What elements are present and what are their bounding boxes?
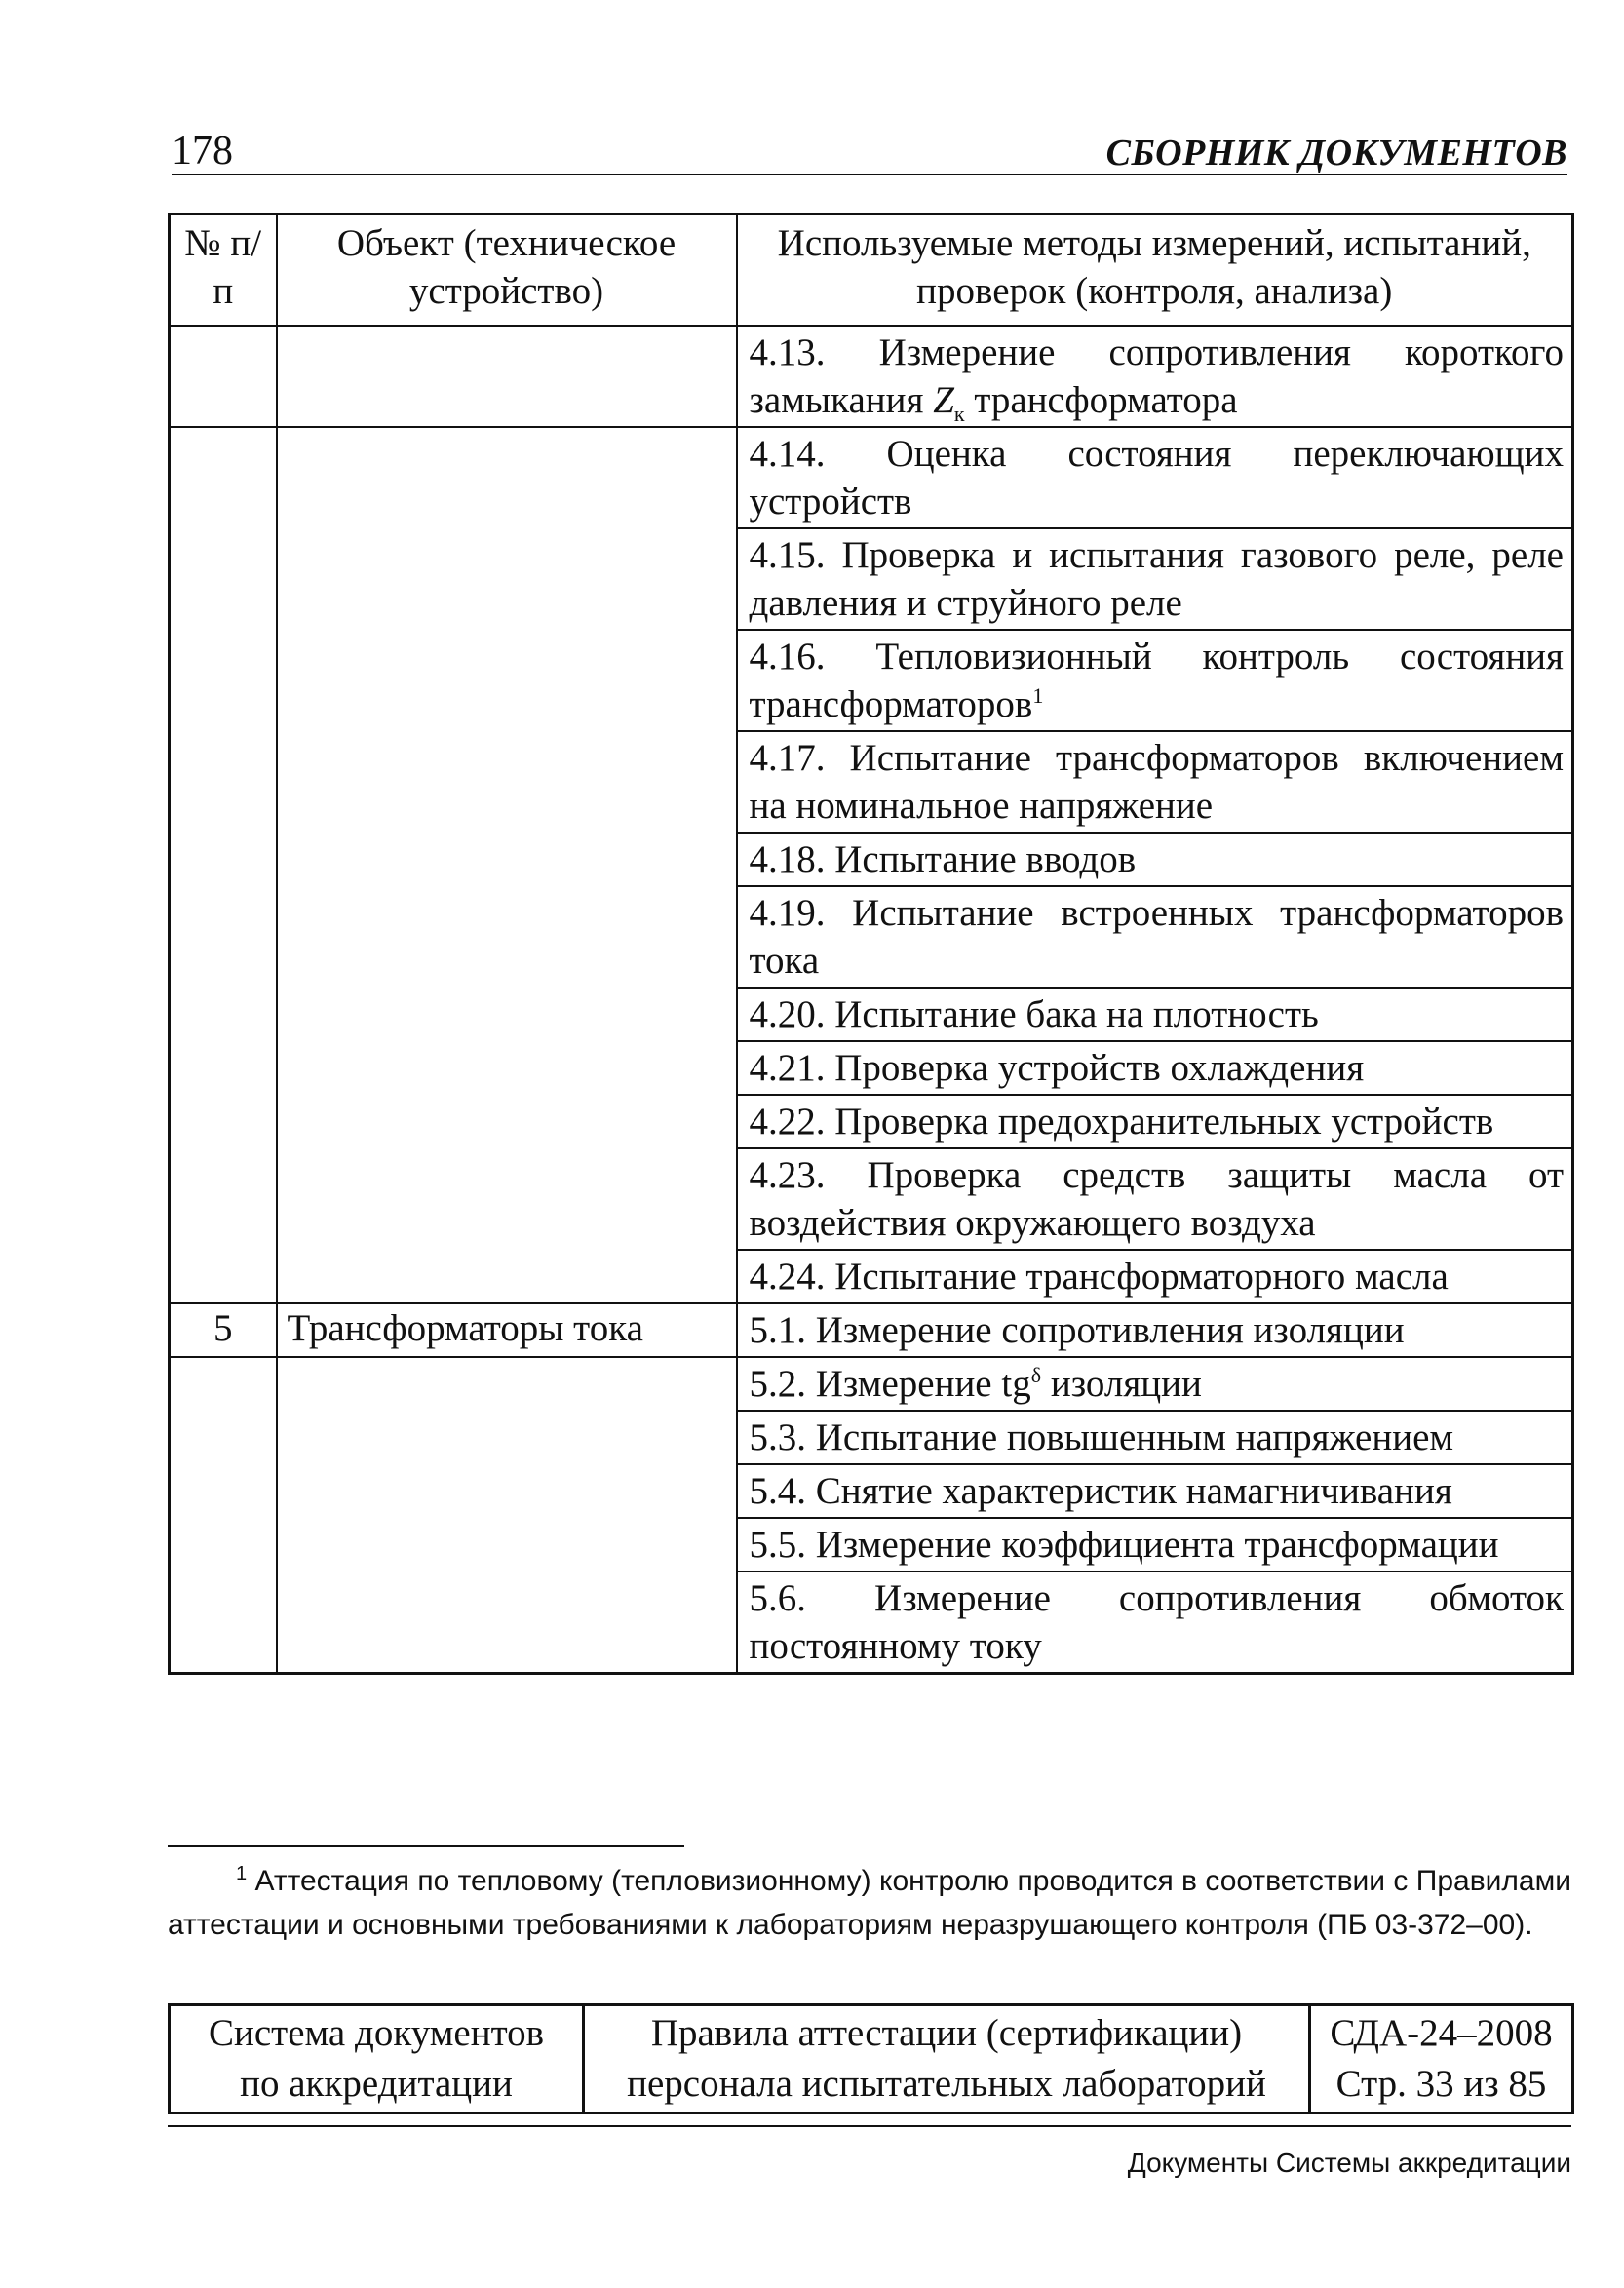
footnote	[168, 1852, 1571, 1947]
table-row	[170, 1250, 1573, 1303]
z-symbol: Z	[933, 379, 954, 421]
methods-table	[168, 213, 1574, 1675]
method-5-1: 5.1. Измерение сопротивления изоляции	[737, 1303, 1573, 1357]
footnote-ref: 1	[1032, 683, 1044, 708]
table-row	[170, 1518, 1573, 1571]
method-5-4: 5.4. Снятие характеристик намагничивания	[737, 1464, 1573, 1518]
method-5-3: 5.3. Испытание повышенным напряжением	[737, 1411, 1573, 1464]
table-row	[170, 988, 1573, 1041]
method-4-13: 4.13. Измерение сопротивления короткого замыкания $Z_к$ трансформатора	[737, 326, 1573, 427]
table-row	[170, 1095, 1573, 1148]
table-row	[170, 427, 1573, 528]
table-row	[170, 1148, 1573, 1250]
object-cell-5: Трансформаторы тока	[277, 1303, 737, 1357]
method-4-20: 4.20. Испытание бака на плотность	[737, 988, 1573, 1041]
header-object: Объект (техническое устройство)	[277, 214, 737, 327]
page-header	[172, 117, 1567, 175]
method-4-14: 4.14. Оценка состояния переключающих устройств	[737, 427, 1573, 528]
bottom-divider	[168, 2125, 1571, 2127]
num-cell-5: 5	[170, 1303, 277, 1357]
bottom-caption: Документы Системы аккредитации	[1127, 2148, 1571, 2178]
method-4-18: 4.18. Испытание вводов	[737, 833, 1573, 886]
method-4-21: 4.21. Проверка устройств охлаждения	[737, 1041, 1573, 1095]
z-subscript: к	[953, 401, 965, 426]
method-5-5: 5.5. Измерение коэффициента трансформации	[737, 1518, 1573, 1571]
table-row	[170, 1571, 1573, 1674]
header-methods: Используемые методы измерений, испытаний, проверок (контроля, анализа)	[737, 214, 1573, 327]
table-row	[170, 1303, 1573, 1357]
header-num: № п/п	[170, 214, 277, 327]
table-row	[170, 630, 1573, 731]
footnote-text: Аттестация по тепловому (тепловизионному) контролю проводится в соответствии с Правилами аттестации и основными требованиями к лабораториям неразрушающего контроля (ПБ 03-372–00).	[168, 1865, 1571, 1941]
method-4-16: 4.16. Тепловизионный контроль состояния трансформаторов$^1$	[737, 630, 1573, 731]
table-row	[170, 528, 1573, 630]
table-row	[170, 833, 1573, 886]
method-4-23: 4.23. Проверка средств защиты масла от воздействия окружающего воздуха	[737, 1148, 1573, 1250]
footnote-divider	[168, 1845, 684, 1847]
footer-code-cell: СДА-24–2008 Стр. 33 из 85	[1310, 2005, 1573, 2113]
method-4-22: 4.22. Проверка предохранительных устройств	[737, 1095, 1573, 1148]
footer-system-cell: Система документов по аккредитации	[170, 2005, 584, 2113]
method-4-24: 4.24. Испытание трансформаторного масла	[737, 1250, 1573, 1303]
document-footer-table	[168, 2003, 1574, 2114]
table-row	[170, 731, 1573, 833]
table-row	[170, 1357, 1573, 1411]
method-4-15: 4.15. Проверка и испытания газового реле, реле давления и струйного реле	[737, 528, 1573, 630]
running-title: СБОРНИК ДОКУМЕНТОВ	[1105, 133, 1567, 174]
method-4-17: 4.17. Испытание трансформаторов включением на номинальное напряжение	[737, 731, 1573, 833]
object-cell-empty	[277, 326, 737, 427]
table-row	[170, 1464, 1573, 1518]
method-5-6: 5.6. Измерение сопротивления обмоток постоянному току	[737, 1571, 1573, 1674]
page-number: 178	[172, 129, 233, 174]
footnote-mark: 1	[236, 1863, 248, 1884]
method-5-2: 5.2. Измерение $tg^\delta$ изоляции	[737, 1357, 1573, 1411]
table-row	[170, 1041, 1573, 1095]
table-row	[170, 886, 1573, 988]
delta-superscript: δ	[1030, 1363, 1042, 1387]
method-4-19: 4.19. Испытание встроенных трансформаторов тока	[737, 886, 1573, 988]
table-header-row	[170, 214, 1573, 327]
footer-rules-cell: Правила аттестации (сертификации) персонала испытательных лабораторий	[584, 2005, 1310, 2113]
num-cell-empty	[170, 326, 277, 427]
table-row	[170, 1411, 1573, 1464]
table-row	[170, 326, 1573, 427]
